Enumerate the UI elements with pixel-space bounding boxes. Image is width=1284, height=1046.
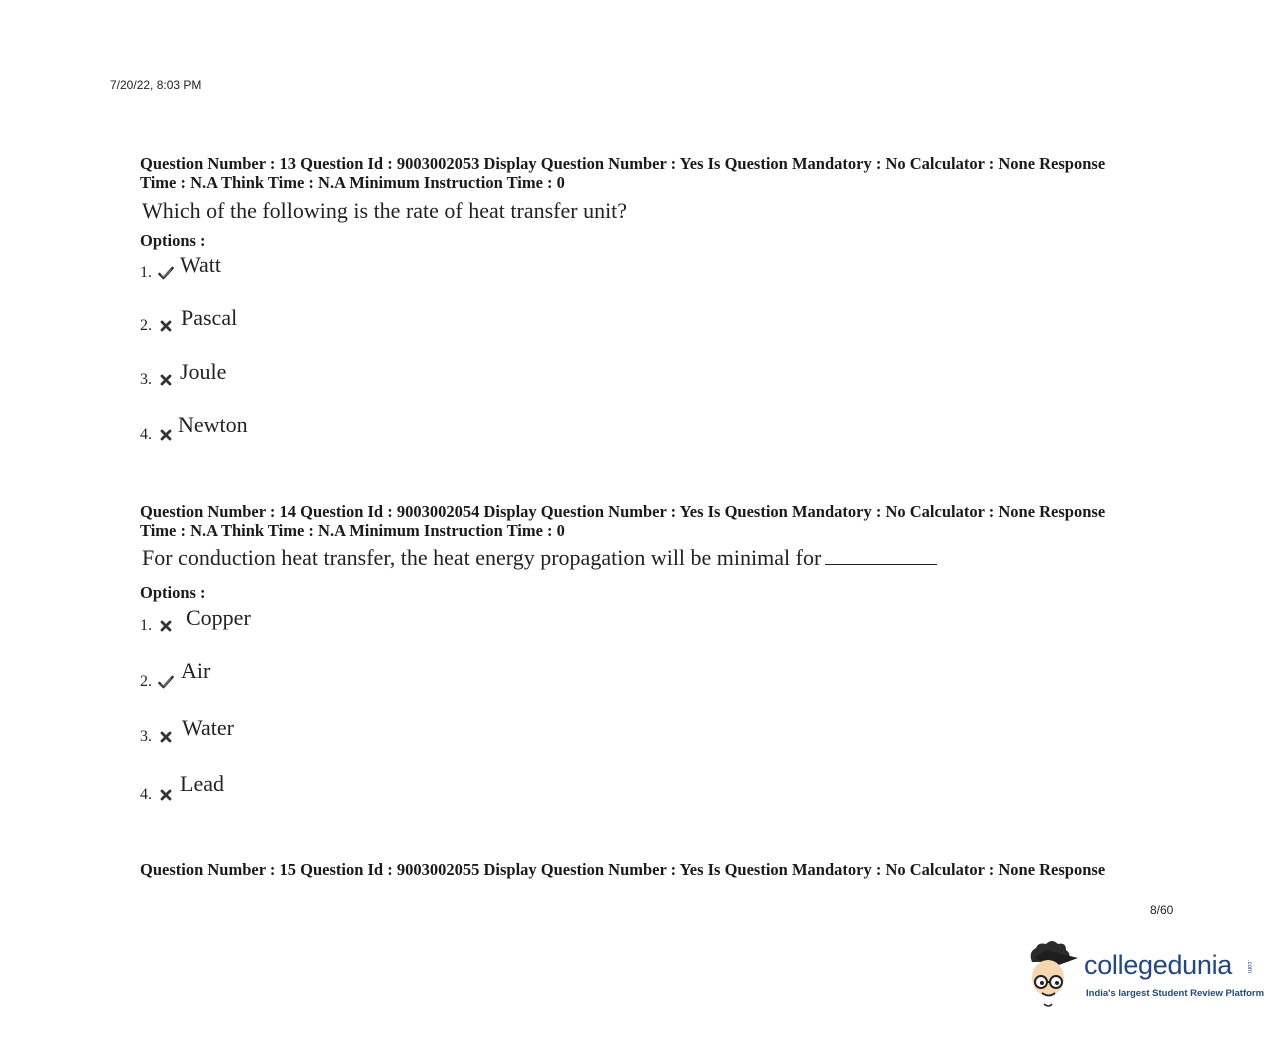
question-meta-line: Time : N.A Think Time : N.A Minimum Instruction Time : 0 xyxy=(140,521,565,540)
option-number: 3. xyxy=(140,728,152,745)
option-text: Lead xyxy=(180,771,224,796)
question-meta-line: Question Number : 15 Question Id : 9003002055 Display Question Number : Yes Is Question Mandatory : No Calculator : None Response xyxy=(140,860,1106,879)
options-label: Options : xyxy=(140,583,206,602)
collegedunia-logo xyxy=(1022,938,1265,1010)
option-item xyxy=(140,252,540,282)
option-number: 4. xyxy=(140,426,152,443)
logo-tagline: India's largest Student Review Platform xyxy=(1086,988,1265,999)
cross-icon xyxy=(158,428,174,442)
option-text: Pascal xyxy=(181,305,238,330)
option-item xyxy=(140,605,540,635)
answer-blank xyxy=(825,544,937,565)
option-number: 1. xyxy=(140,264,152,281)
option-text: Newton xyxy=(178,412,248,437)
option-item xyxy=(140,305,540,335)
cross-icon xyxy=(158,730,174,744)
check-icon xyxy=(158,266,174,280)
question-15-meta xyxy=(140,860,1170,879)
cross-icon xyxy=(158,319,174,333)
option-text: Air xyxy=(181,658,211,683)
question-13-text: Which of the following is the rate of heat transfer unit? xyxy=(142,198,628,223)
option-item xyxy=(140,359,540,389)
cross-icon xyxy=(158,373,174,387)
logo-suffix: .com xyxy=(1246,960,1252,974)
option-text: Water xyxy=(182,715,234,740)
question-13-meta xyxy=(140,154,1170,192)
option-number: 3. xyxy=(140,371,152,388)
mascot-icon xyxy=(1022,938,1086,1010)
option-number: 4. xyxy=(140,786,152,803)
option-text: Watt xyxy=(180,252,221,277)
option-item xyxy=(140,414,540,444)
cross-icon xyxy=(158,788,174,802)
logo-wordmark: collegedunia xyxy=(1084,950,1233,980)
question-meta-line: Question Number : 14 Question Id : 9003002054 Display Question Number : Yes Is Question Mandatory : No Calculator : None Response xyxy=(140,502,1106,521)
option-item xyxy=(140,716,540,746)
option-number: 1. xyxy=(140,617,152,634)
question-text: For conduction heat transfer, the heat energy propagation will be minimal for xyxy=(142,545,822,570)
options-label: Options : xyxy=(140,231,206,250)
question-14-text xyxy=(142,544,937,571)
option-item xyxy=(140,771,540,804)
page-number: 8/60 xyxy=(1150,903,1174,917)
question-14-meta xyxy=(140,502,1170,540)
option-text: Copper xyxy=(186,605,251,630)
option-number: 2. xyxy=(140,673,152,690)
option-item xyxy=(140,658,540,691)
print-timestamp: 7/20/22, 8:03 PM xyxy=(110,78,202,92)
question-meta-line: Time : N.A Think Time : N.A Minimum Instruction Time : 0 xyxy=(140,173,565,192)
check-icon xyxy=(158,675,174,689)
option-number: 2. xyxy=(140,317,152,334)
cross-icon xyxy=(158,619,174,633)
question-meta-line: Question Number : 13 Question Id : 9003002053 Display Question Number : Yes Is Question Mandatory : No Calculator : None Response xyxy=(140,154,1106,173)
option-text: Joule xyxy=(180,359,227,384)
